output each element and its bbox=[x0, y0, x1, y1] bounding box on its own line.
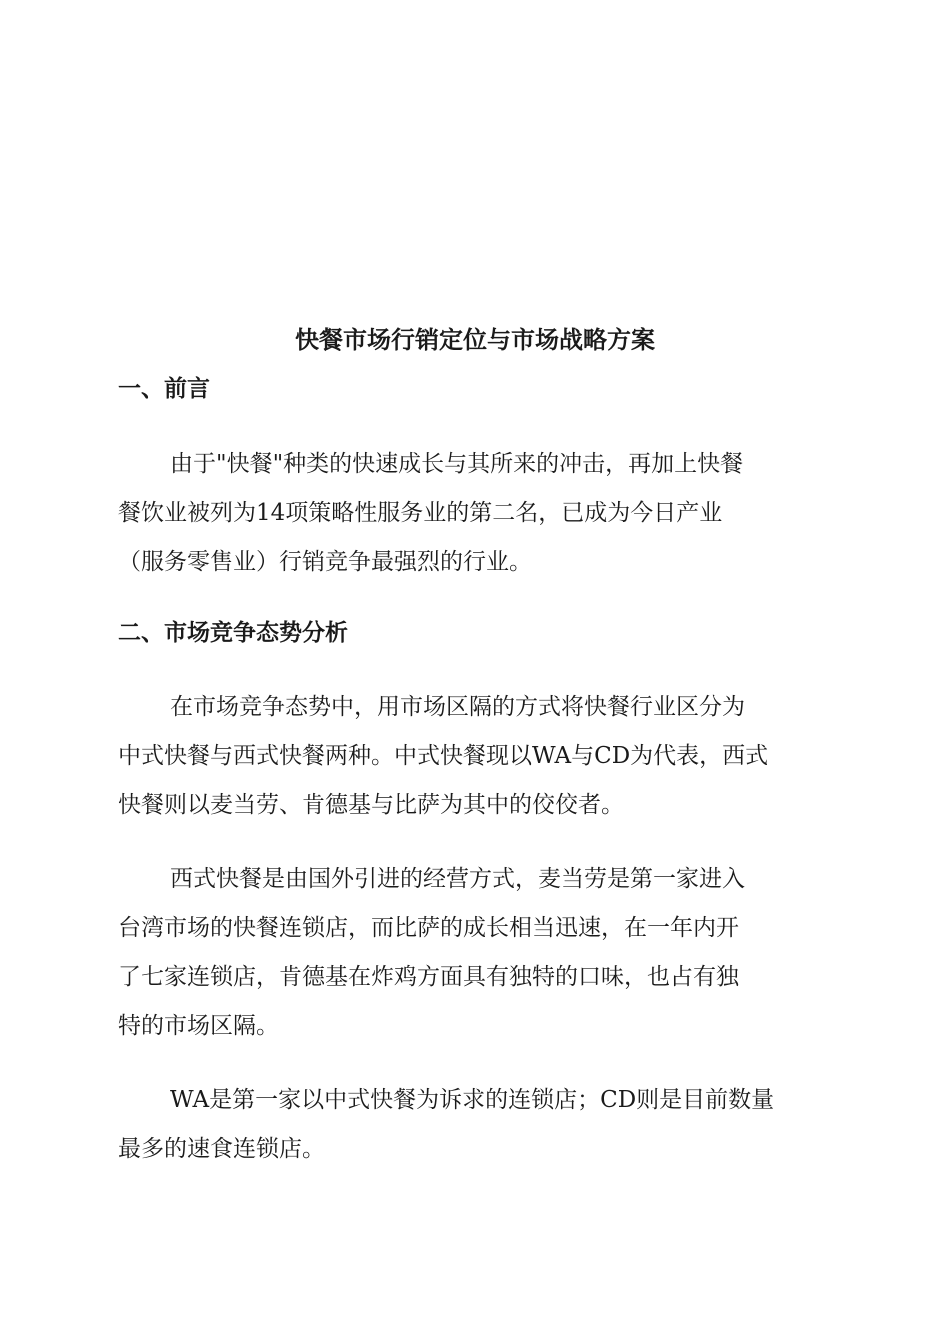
paragraph-line: 快餐则以麦当劳、肯德基与比萨为其中的佼佼者。 bbox=[118, 792, 624, 818]
paragraph-line: 中式快餐与西式快餐两种。中式快餐现以WA与CD为代表，西式 bbox=[118, 743, 769, 769]
paragraph-line: 在市场竞争态势中，用市场区隔的方式将快餐行业区分为 bbox=[170, 694, 745, 720]
paragraph-line: 西式快餐是由国外引进的经营方式，麦当劳是第一家进入 bbox=[170, 866, 745, 892]
paragraph-line: 餐饮业被列为14项策略性服务业的第二名，已成为今日产业 bbox=[118, 500, 723, 526]
paragraph-line: 台湾市场的快餐连锁店，而比萨的成长相当迅速，在一年内开 bbox=[118, 915, 739, 941]
paragraph-line: 了七家连锁店，肯德基在炸鸡方面具有独特的口味，也占有独 bbox=[118, 964, 739, 990]
paragraph-line: 特的市场区隔。 bbox=[118, 1013, 279, 1039]
paragraph-competition-overview bbox=[118, 683, 834, 830]
document-title: 快餐市场行销定位与市场战略方案 bbox=[295, 326, 655, 354]
paragraph-line: 由于"快餐"种类的快速成长与其所来的冲击，再加上快餐 bbox=[170, 451, 744, 477]
paragraph-chinese-fastfood bbox=[118, 1076, 834, 1174]
paragraph-western-fastfood bbox=[118, 855, 834, 1051]
paragraph-preface bbox=[118, 440, 834, 587]
paragraph-line: （服务零售业）行销竞争最强烈的行业。 bbox=[118, 549, 532, 575]
paragraph-line: WA是第一家以中式快餐为诉求的连锁店；CD则是目前数量 bbox=[170, 1087, 775, 1113]
section-heading-competition: 二、市场竞争态势分析 bbox=[118, 619, 348, 646]
section-heading-preface: 一、前言 bbox=[118, 375, 210, 402]
paragraph-line: 最多的速食连锁店。 bbox=[118, 1136, 325, 1162]
